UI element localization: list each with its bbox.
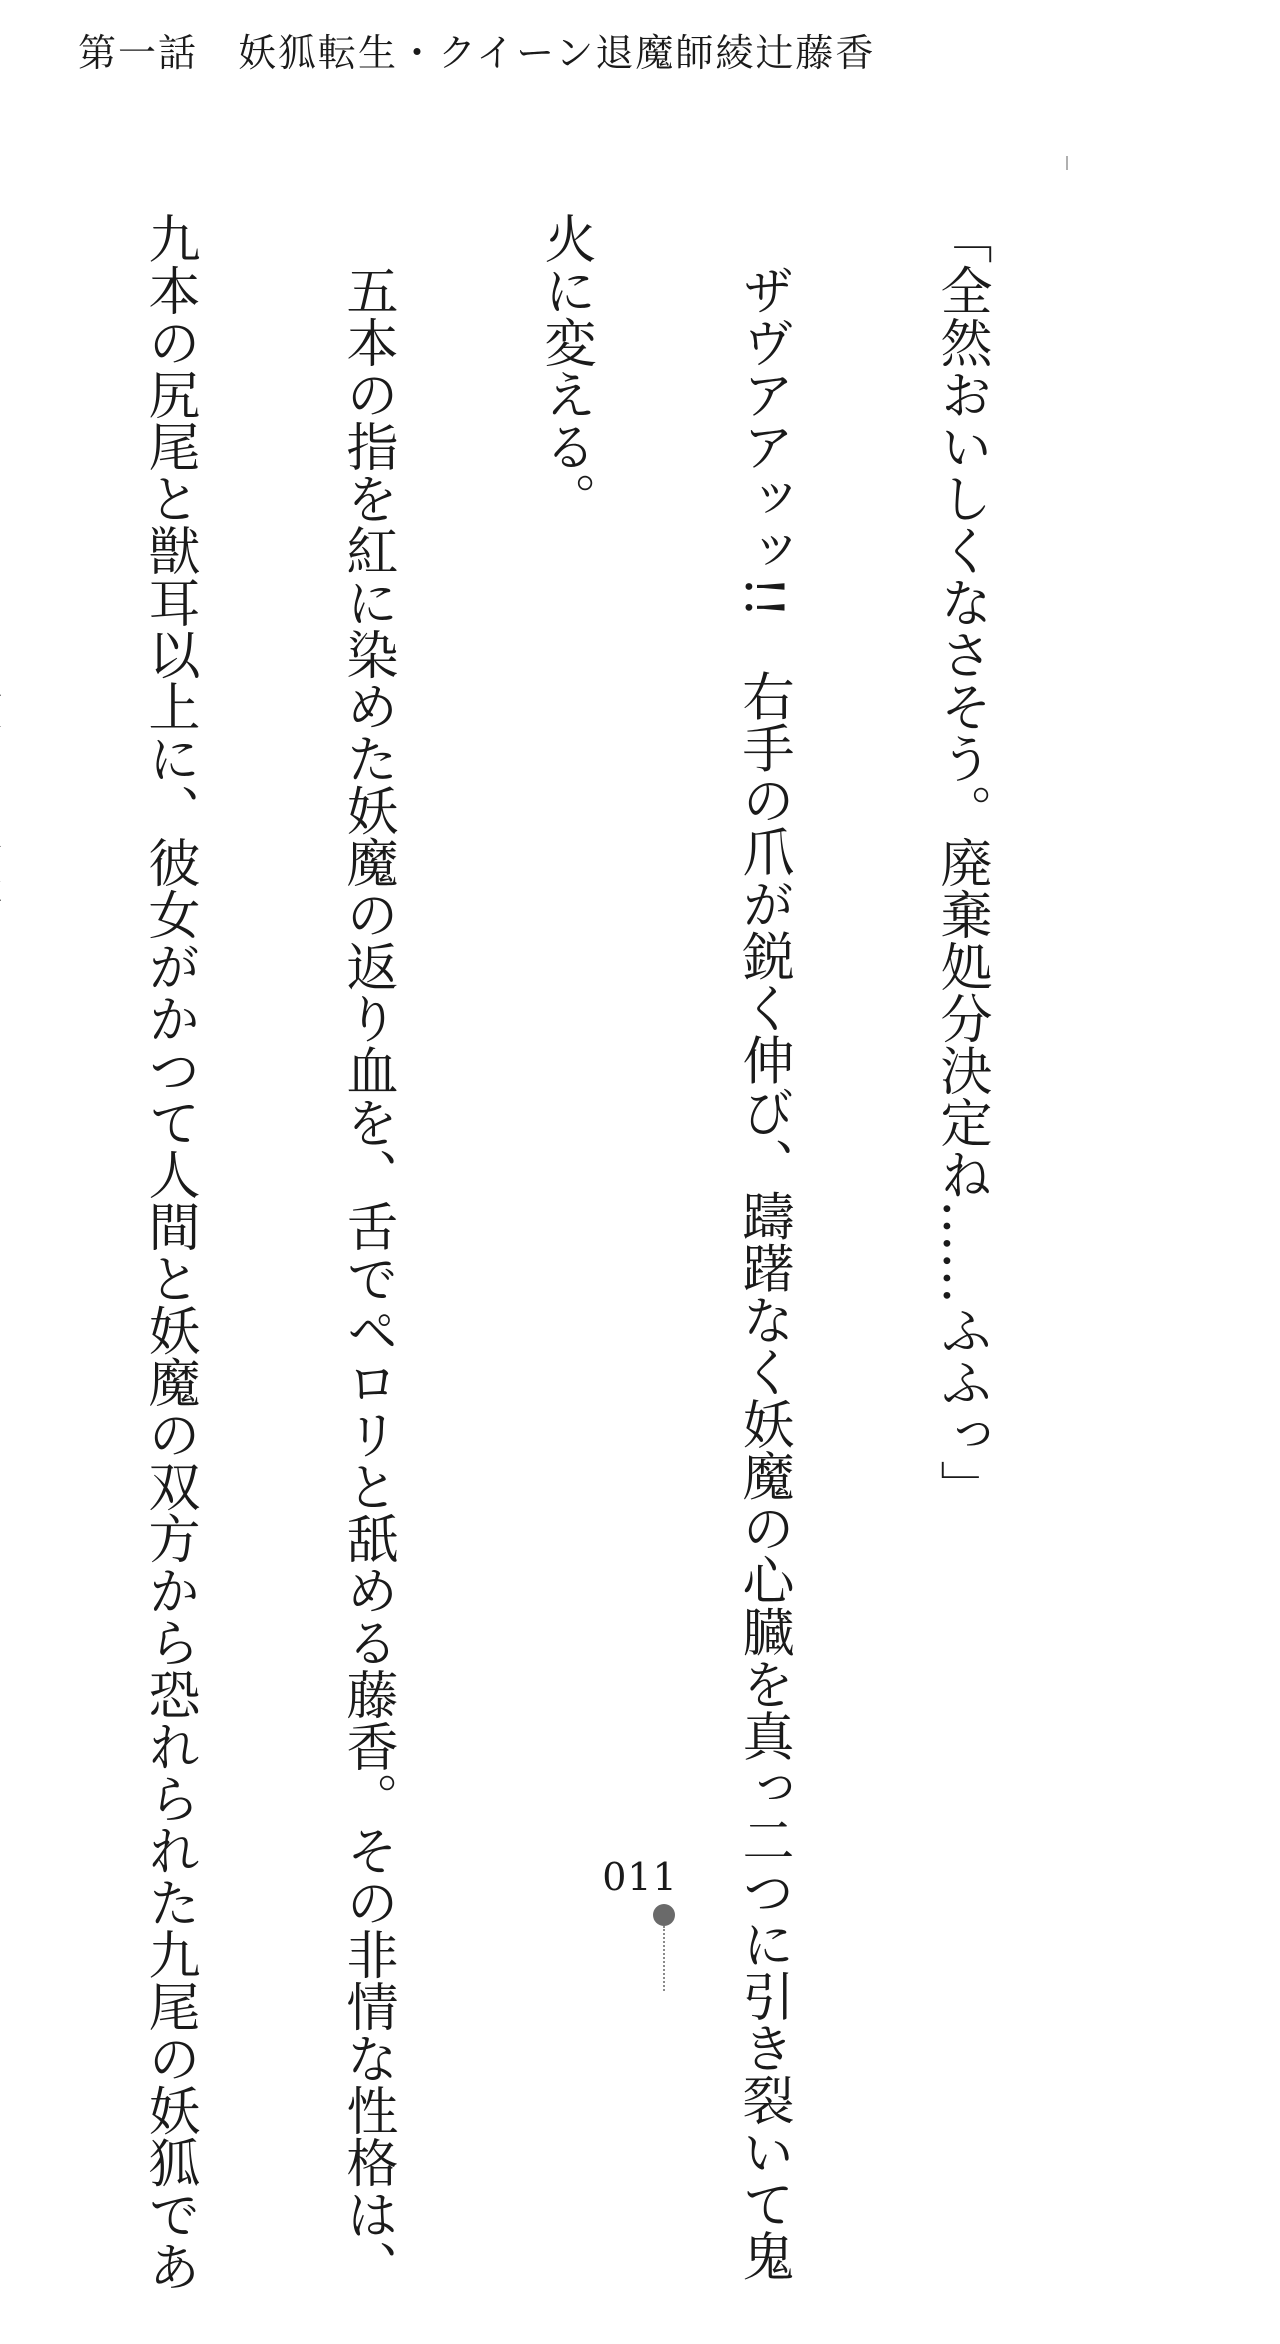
bookmark-thread <box>663 1926 665 1991</box>
text-line: 五本の指を紅に染めた妖魔の返り血を、舌でペロリと舐める藤香。その非情な性格は、 <box>337 212 397 2292</box>
text-line: ザヴアアッッ!! 右手の爪が鋭く伸び、躊躇なく妖魔の心臓を真っ二つに引き裂いて鬼 <box>733 212 793 2282</box>
page-number: 011 <box>602 1855 678 1899</box>
text-line <box>0 212 4 1632</box>
margin-mark <box>1066 156 1068 170</box>
text-line: 「全然おいしくなさそう。廃棄処分決定ね……ふふっ」 <box>931 212 991 1512</box>
running-head: 第一話 妖狐転生・クイーン退魔師綾辻藤香 <box>78 31 876 75</box>
text-line: 九本の尻尾と獣耳以上に、彼女がかつて人間と妖魔の双方から恐れられた九尾の妖狐であ <box>139 212 199 2292</box>
bookmark-dot-icon <box>653 1904 675 1926</box>
text-line: 火に変える。 <box>535 212 595 524</box>
